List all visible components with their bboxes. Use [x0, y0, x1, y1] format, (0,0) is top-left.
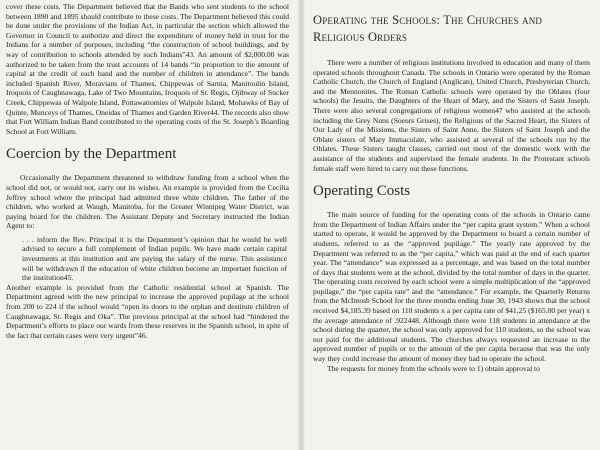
heading-coercion: Coercion by the Department [6, 146, 177, 163]
paragraph-religious-orders: There were a number of religious institutions involved in education and many of them operated schools throughout Canada. The schools in Ontario were operated by the Roman Catholic Church, the Church of England (Anglican), United Church, Presbyterian Church, and the Mennonites. The Roman Catholic schools were operated by the Oblates (four schools) the Jesuits, the Daughters of the Heart of Mary, and the Sisters of Saint Joseph. There were also several congregations of religious women47 who assisted at the schools including the Grey Nuns (Soeurs Grises), the Religious of the Sacred Heart, the Sisters of Our Lady of the Missions, the Sisters of Saint Anne, the Sisters of Saint Joseph and the Oblate sisters of Mary Immaculate, who assisted at several of the schools run by the Oblates. These Sisters taught classes, carried out most of the domestic work with the assistance of the students and supervised the female students. In the Protestant schools female staff were hired to carry out these functions. [313, 58, 590, 173]
paragraph-spanish-school: Another example is provided from the Catholic residential school at Spanish. The Department agreed with the new principal to increase the approved pupilage at the school from 200 to 224 if the school would “open its doors to the orphan and destitute children of Caughnawaga, St. Regis and Oka”. The previous principal at the school had “hindered the Department’s efforts to place our wards from these reserves in the Spanish school, in spite of the fact that certain cases were very urgent”46. [6, 282, 289, 340]
paragraph-money-requests: The requests for money from the schools were to 1) obtain approval to [327, 363, 540, 373]
paragraph-school-funding: cover these costs. The Department believed that the Bands who sent students to the school between 1890 and 1895 should contribute to these costs. The Department believed this could be done under the provisions of the Indian Act, in particular the section which allowed the Governor in Council to authorize and direct the expenditure of money held in trust for the Indians for a number of purposes, including “the construction of school buildings, and by way of contribution to schools attended by such Indians”43. An amount of $2,000.00 was authorized to be taken from the trust accounts of 14 bands “in proportion to the amount of capital at the credit of each band and the number of children in attendance”. The bands included Spanish River, Moravians of Thames, Chippewas of Sarnia, Manitoulin Island, Iroquois of Caughnawaga, Lake of Two Mountains, Iroquois of St. Regis, Ojibway of Sucker Creek, Chippewas of Walpole Island, Pottawattomies of Walpole Island, Mohawks of Bay of Quinte, Munceys of Thames, Oneidas of Thames and Garden River44. The records also show that Fort William Indian Band contributed to the operating costs of the St. Joseph’s Boarding School at Fort William. [6, 2, 289, 136]
heading-operating-costs: Operating Costs [313, 183, 411, 200]
right-page [305, 0, 600, 450]
block-quote: . . . inform the Rev. Principal it is the Department’s opinion that he would be well advised to secure a full complement of Indian pupils. We have made certain capital investments at this institution and are paying the salary of the nurse. This assistance will be withdrawn if the education of white children become an important function of the institution45. [22, 234, 287, 283]
paragraph-operating-costs: The main source of funding for the operating costs of the schools in Ontario came from the Department of Indian Affairs under the “per capita grant system.” When a school started to operate, it would be approved by the Department to board a certain number of students, referred to as the “approved pupilage.” The yearly rate approved by the Department was referred to as the “per capita,” which was paid at the end of each quarter year. The “attendance” was expressed as a percentage, and was based on the total number of days that students were at the school, divided by the total number of days in the quarter. The operating costs received by each school were a simple multiplication of the “approved pupilage,” the “per capita rate” and the “attendance.” For example, the Quarterly Returns from the McIntosh School for the three months ending June 30, 1943 shows that the school received $4,185.39 based on 110 students x a per capita rate of $41.25 ($165.00 per year) x the average attendance of .922448. Although there were 118 students in attendance at the school during the quarter, the school was only approved for 110 students, so the school was not paid for the additional students. The churches always requested an increase to the approved number of pupils or to the amount of the per capita because that was the only way they could increase the amount of money they had to operate the school. [313, 210, 590, 364]
paragraph-coercion: Occasionally the Department threatened to withdraw funding from a school when the school did not, or would not, carry out its wishes. An example is provided from the Cecilia Jeffrey school where the principal had admitted three white children. The father of the children, who worked at Waugh, Manitoba, for the Greater Winnipeg Water District, was paying board for the children. The Assistant Deputy and Secretary instructed the Indian Agent to: [6, 173, 289, 231]
left-page [0, 0, 297, 450]
book-gutter [297, 0, 305, 450]
heading-operating-schools: Operating the Schools: The Churches and Religious Orders [313, 13, 543, 44]
